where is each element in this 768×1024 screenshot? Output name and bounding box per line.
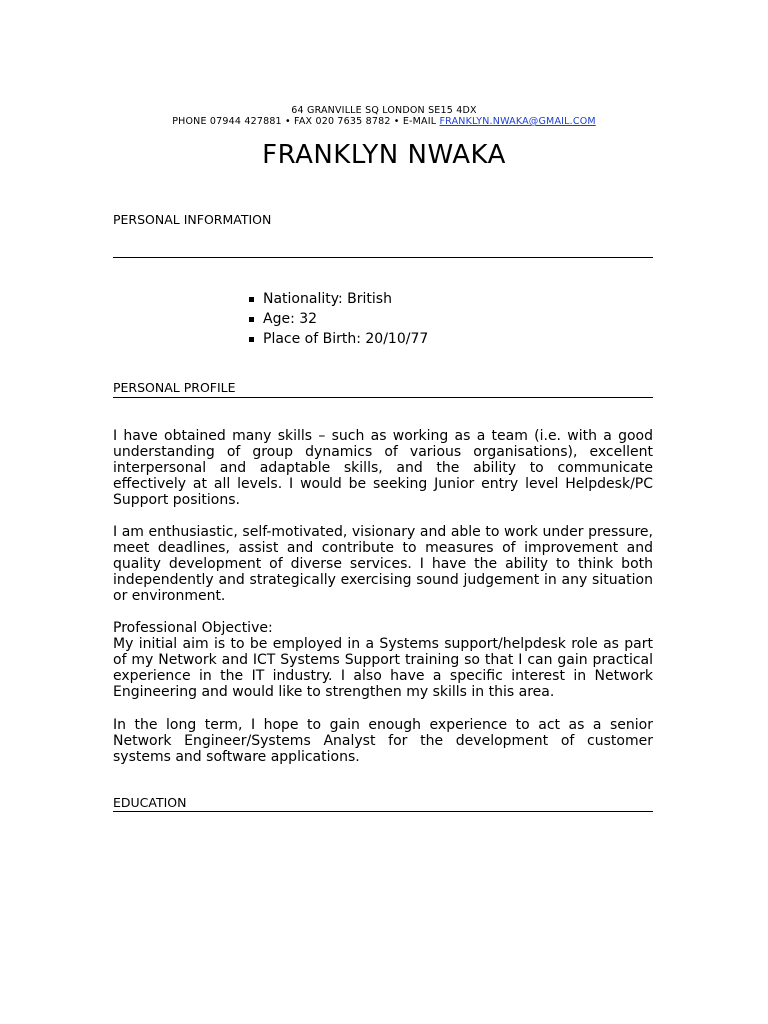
place-of-birth-item: Place of Birth: 20/10/77	[263, 331, 429, 347]
email-link[interactable]: FRANKLYN.NWAKA@GMAIL.COM	[439, 116, 596, 127]
bullet-icon	[249, 317, 254, 322]
list-item	[247, 329, 428, 349]
personal-information-heading: PERSONAL INFORMATION	[113, 212, 272, 227]
age-item: Age: 32	[263, 311, 318, 327]
bullet-icon	[249, 337, 254, 342]
contact-line	[0, 116, 768, 128]
personal-profile-heading: PERSONAL PROFILE	[113, 380, 236, 395]
professional-objective	[113, 620, 653, 700]
section-divider	[113, 397, 653, 398]
section-divider	[113, 811, 653, 812]
address-line: 64 GRANVILLE SQ LONDON SE15 4DX	[291, 105, 477, 116]
education-heading: EDUCATION	[113, 795, 187, 810]
section-divider	[113, 257, 653, 258]
personal-info-list	[247, 289, 428, 349]
bullet-icon	[249, 297, 254, 302]
list-item	[247, 309, 428, 329]
objective-text: My initial aim is to be employed in a Systems support/helpdesk role as part of my Network and ICT Systems Support training so that I can gain practical experience in the IT industry. I also have a specific interest in Network Engineering and would like to strengthen my skills in this area.	[113, 636, 653, 700]
profile-paragraph-attributes: I am enthusiastic, self-motivated, visionary and able to work under pressure, meet deadlines, assist and contribute to measures of improvement and quality development of diverse services. I have the ability to think both independently and strategically exercising sound judgement in any situation or environment.	[113, 524, 653, 604]
objective-label: Professional Objective:	[113, 620, 273, 636]
profile-paragraph-skills: I have obtained many skills – such as working as a team (i.e. with a good understanding of group dynamics of various organisations), excellent interpersonal and adaptable skills, and the ability to communicate effectively at all levels. I would be seeking Junior entry level Helpdesk/PC Support positions.	[113, 428, 653, 508]
contact-details: PHONE 07944 427881 • FAX 020 7635 8782 • E-MAIL	[172, 116, 440, 127]
nationality-item: Nationality: British	[263, 291, 392, 307]
profile-paragraph-long-term: In the long term, I hope to gain enough experience to act as a senior Network Engineer/Systems Analyst for the development of customer systems and software applications.	[113, 717, 653, 765]
candidate-name: FRANKLYN NWAKA	[262, 140, 506, 170]
list-item	[247, 289, 428, 309]
